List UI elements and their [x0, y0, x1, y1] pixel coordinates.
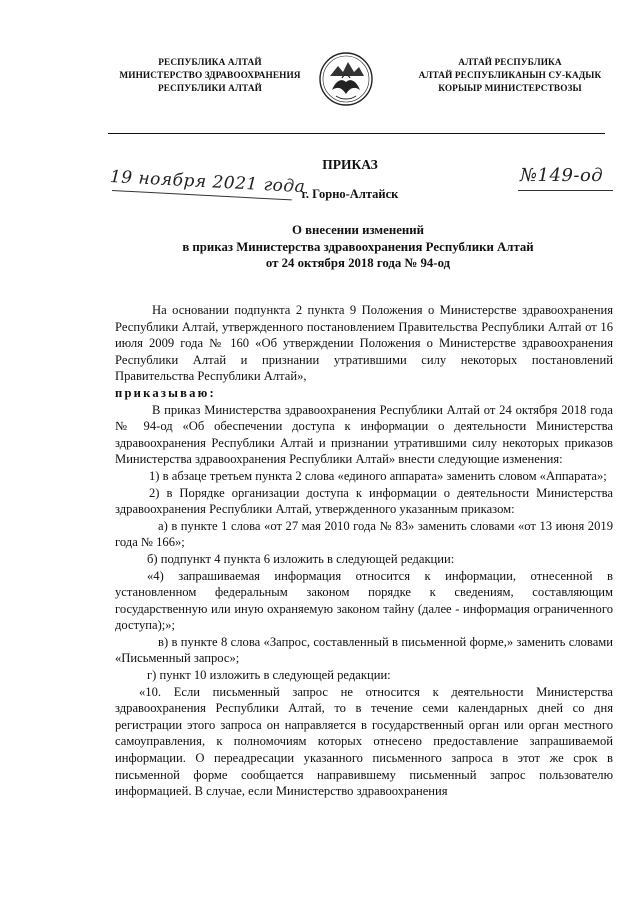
document-type: ПРИКАЗ [322, 157, 378, 172]
title-line-1: О внесении изменений [291, 223, 424, 237]
header-left-ru [100, 57, 320, 96]
document-body [115, 302, 613, 800]
paragraph-amend-intro: В приказ Министерства здравоохранения Республики Алтай от 24 октября 2018 года № 94-од «Об обеспечении доступа к информации о деятельности Министерства здравоохранения Республики Алтай и признании утратившими силу некоторых приказов Министерства здравоохранения Республики Алтай» внести следующие изменения: [115, 402, 613, 467]
header-right-alt [395, 57, 625, 96]
paragraph-order-word: приказываю: [115, 385, 216, 400]
paragraph-quote-4: «4) запрашиваемая информация относится к информации, отнесенной в установленном федеральным законом порядке к сведениям, составляющим государственную или иную охраняемую законом тайну (далее - информация ограниченного доступа);»; [115, 568, 613, 633]
paragraph-basis: На основании подпункта 2 пункта 9 Положения о Министерстве здравоохранения Республики Алтай, утвержденного постановлением Правительства Республики Алтай от 16 июля 2009 года № 160 «Об утверждении Положения о Министерстве здравоохранения Республики Алтай и признании утратившими силу некоторых постановлений Правительства Республики Алтай», [115, 303, 613, 384]
paragraph-quote-10: «10. Если письменный запрос не относится к деятельности Министерства здравоохранения Республики Алтай, то в течение семи календарных дней со дня регистрации этого запроса он направляется в государственный орган или орган местного самоуправления, к полномочиям которых отнесено предоставление запрашиваемой информации. О переадресации указанного письменного запроса в этот же срок в письменной форме сообщается направившему письменный запрос пользователю информацией. В случае, если Министерство здравоохранения [115, 684, 613, 799]
header-right-line-3: КОРЫЫР МИНИСТЕРСТВОЗЫ [438, 84, 582, 94]
paragraph-sub-g: г) пункт 10 изложить в следующей редакции: [147, 668, 391, 683]
header-right-line-2: АЛТАЙ РЕСПУБЛИКАНЫН СУ-КАДЫК [418, 71, 602, 81]
handwritten-date: 19 ноября 2021 года [109, 167, 306, 198]
paragraph-sub-v: в) в пункте 8 слова «Запрос, составленный в письменной форме,» заменить словами «Письменный запрос»; [115, 634, 613, 666]
title-line-3: от 24 октября 2018 года № 94-од [265, 256, 451, 270]
paragraph-item-2: 2) в Порядке организации доступа к информации о деятельности Министерства здравоохранения Республики Алтай, утвержденного указанным приказом: [115, 485, 613, 517]
header-divider [108, 133, 605, 134]
paragraph-item-1: 1) в абзаце третьем пункта 2 слова «единого аппарата» заменить словом «Аппарата»; [149, 468, 607, 483]
title-line-2: в приказ Министерства здравоохранения Республики Алтай [182, 239, 534, 254]
header-left-line-1: РЕСПУБЛИКА АЛТАЙ [158, 58, 262, 68]
handwritten-number: №149-од [520, 165, 604, 186]
paragraph-sub-a: а) в пункте 1 слова «от 27 мая 2010 года № 83» заменить словами «от 13 июня 2019 года № 166»; [115, 518, 613, 550]
paragraph-sub-b: б) подпункт 4 пункта 6 изложить в следующей редакции: [147, 551, 455, 566]
header-left-line-3: РЕСПУБЛИКИ АЛТАЙ [158, 84, 262, 94]
city-name: г. Горно-Алтайск [301, 187, 399, 201]
header-right-line-1: АЛТАЙ РЕСПУБЛИКА [458, 58, 562, 68]
header-left-line-2: МИНИСТЕРСТВО ЗДРАВООХРАНЕНИЯ [119, 71, 301, 81]
document-title [0, 222, 640, 272]
coat-of-arms-emblem [318, 50, 374, 108]
